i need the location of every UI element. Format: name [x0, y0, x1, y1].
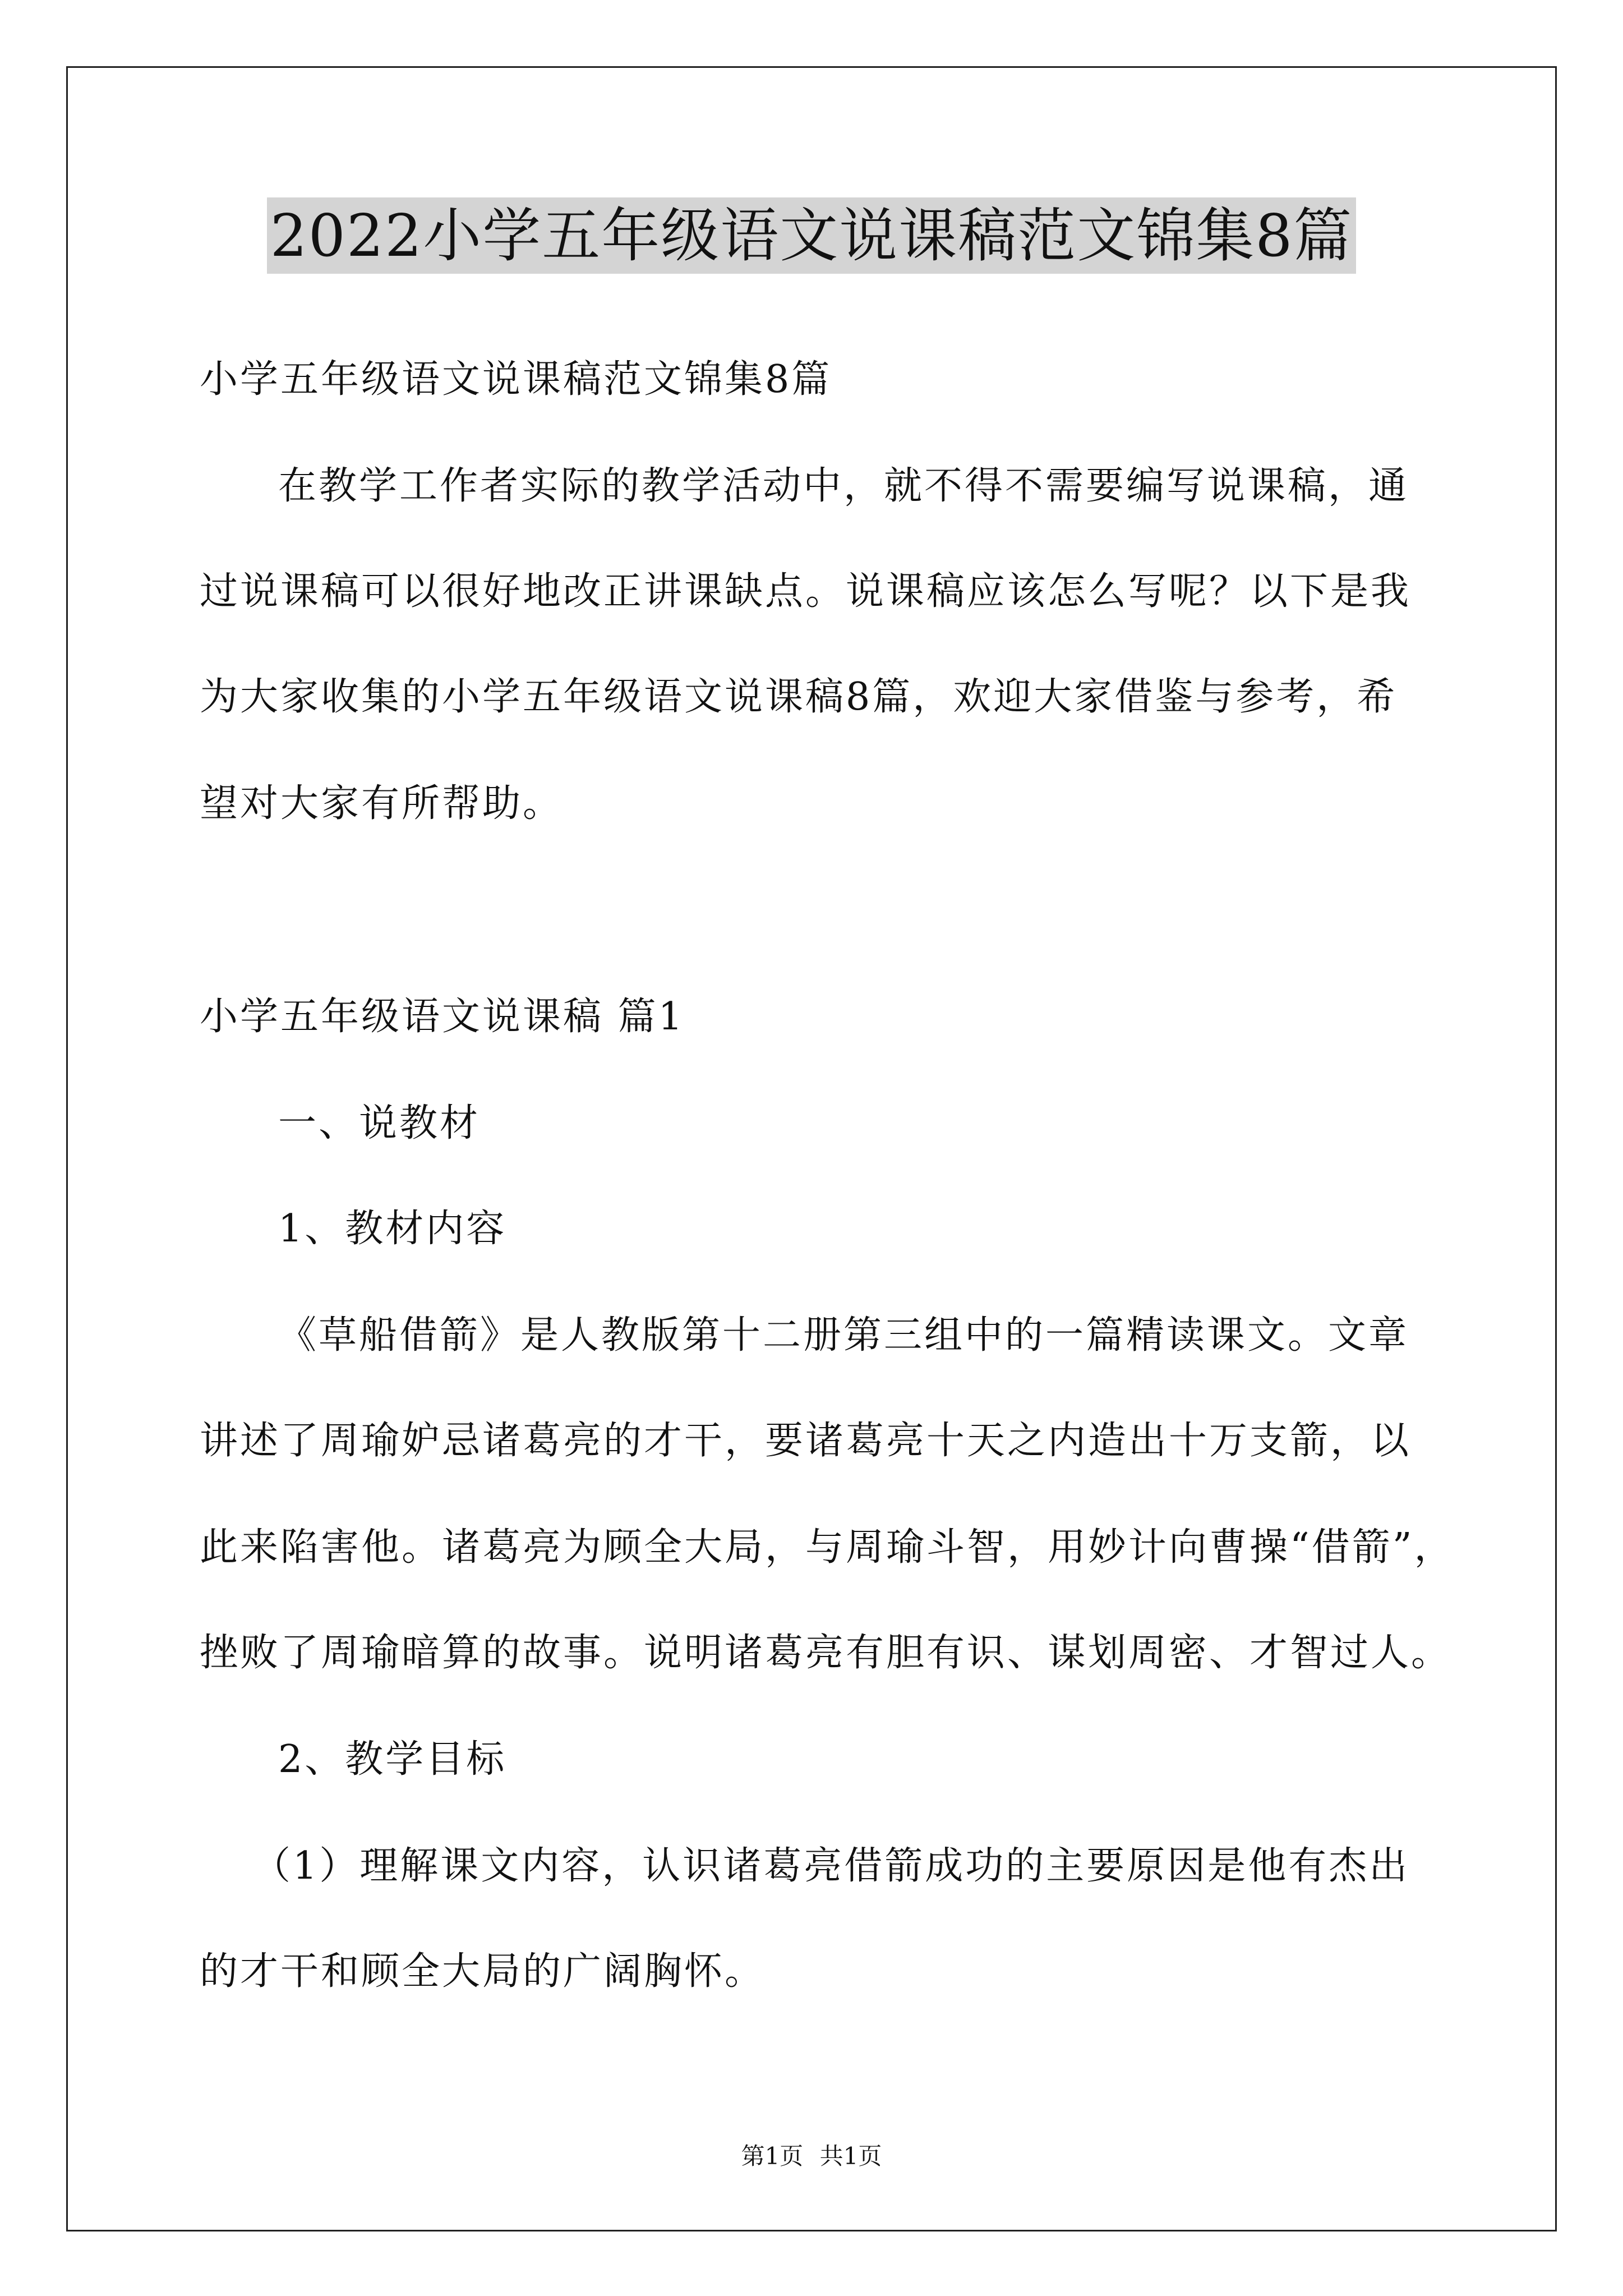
title-container — [0, 197, 1623, 274]
content-line-4: 挫败了周瑜暗算的故事。说明诸葛亮有胆有识、谋划周密、才智过人。 — [200, 1631, 1452, 1675]
intro-line-2: 过说课稿可以很好地改正讲课缺点。说课稿应该怎么写呢？以下是我 — [200, 569, 1412, 614]
page-footer — [0, 2141, 1623, 2172]
page-number-total: 共1页 — [819, 2142, 882, 2170]
document-subtitle: 小学五年级语文说课稿范文锦集8篇 — [200, 357, 832, 402]
sub-heading-objectives: 2、教学目标 — [278, 1737, 507, 1782]
objective-line-2: 的才干和顾全大局的广阔胸怀。 — [200, 1949, 766, 1994]
document-title: 2022小学五年级语文说课稿范文锦集8篇 — [267, 197, 1357, 274]
part-heading: 一、说教材 — [278, 1101, 481, 1145]
section-heading: 小学五年级语文说课稿 篇1 — [200, 995, 685, 1039]
content-line-3: 此来陷害他。诸葛亮为顾全大局，与周瑜斗智，用妙计向曹操“借箭”， — [200, 1525, 1455, 1570]
sub-heading-content: 1、教材内容 — [278, 1207, 507, 1251]
intro-line-4: 望对大家有所帮助。 — [200, 781, 564, 826]
objective-line-1: （1）理解课文内容，认识诸葛亮借箭成功的主要原因是他有杰出 — [252, 1844, 1410, 1888]
page-number-current: 第1页 — [741, 2142, 804, 2170]
content-line-1: 《草船借箭》是人教版第十二册第三组中的一篇精读课文。文章 — [278, 1313, 1409, 1358]
content-line-2: 讲述了周瑜妒忌诸葛亮的才干，要诸葛亮十天之内造出十万支箭，以 — [200, 1419, 1412, 1463]
intro-line-3: 为大家收集的小学五年级语文说课稿8篇，欢迎大家借鉴与参考，希 — [200, 675, 1398, 719]
intro-line-1: 在教学工作者实际的教学活动中，就不得不需要编写说课稿，通 — [278, 464, 1409, 508]
